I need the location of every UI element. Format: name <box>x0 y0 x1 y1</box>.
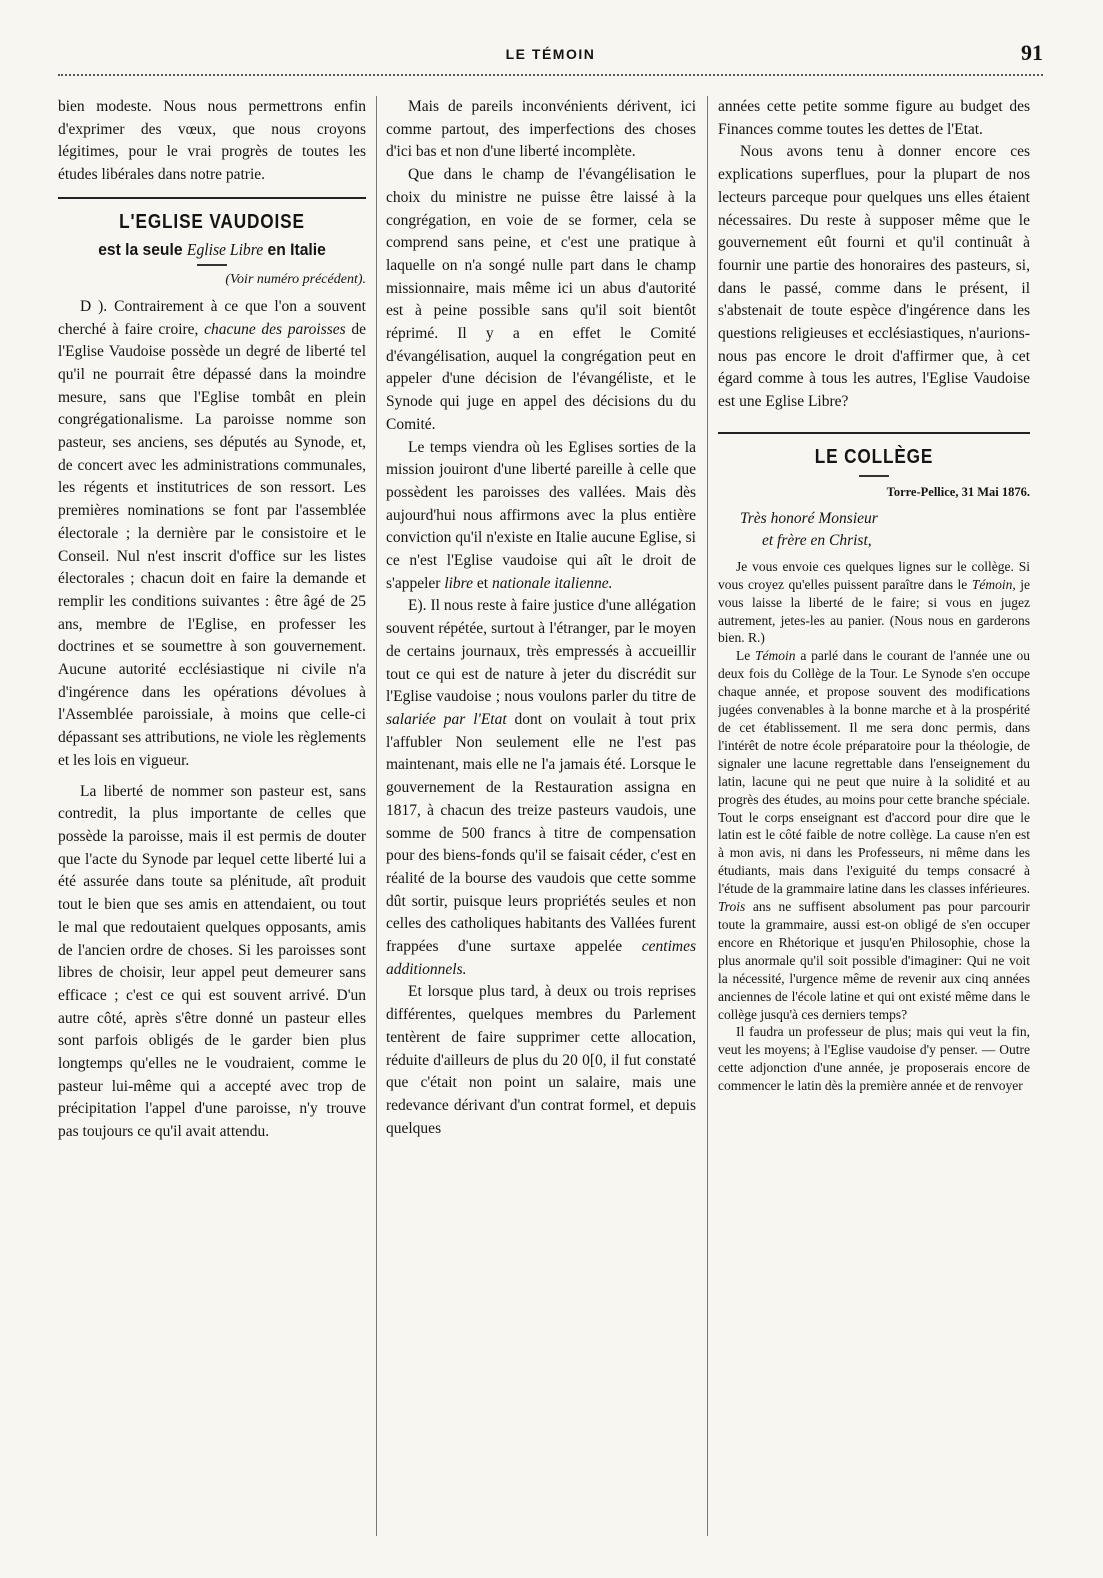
paragraph: La liberté de nommer son pasteur est, sans contredit, la plus importante de celles que possède la paroisse, mais il est permis de douter que l'acte du Synode par lequel cette liberté lui a été assurée dans toute sa plénitude, aît produit tout le bien que ses amis en attendaient, ou tout le mal que redoutaient quelques opposants, amis de l'ancien ordre de choses. Si les paroisses sont libres de choisir, leur appel peut demeurer sans efficace ; c'est ce qui est souvent arrivé. D'un autre côté, après s'être donné un pasteur elles sont parfois obligés de le garder bien plus longtemps qu'elles ne le voudraient, comme le pasteur lui-même qui a accepté avec trop de précipitation l'appel d'une paroisse, n'y trouve pas toujours ce qu'il avait attendu. <box>58 782 366 1141</box>
paragraph-text: je vous laisse la liberté de le faire; si vous en jugez autrement, jetes-les au panier. (Nous nous en garderons bien. R.) <box>718 576 1030 646</box>
paragraph-text: Je vous envoie ces quelques lignes sur le collège. Si vous croyez qu'elles puissent paraître dans le <box>718 558 1030 592</box>
column-divider <box>707 96 708 1536</box>
salutation <box>718 508 1030 552</box>
paragraph-text: D ). Contrairement à ce que l'on a souvent cherché à faire croire, <box>58 297 366 338</box>
dateline: Torre-Pellice, 31 Mai 1876. <box>886 484 1030 499</box>
section-title: L'EGLISE VAUDOISE <box>119 210 305 233</box>
paragraph-text: E). Il nous reste à faire justice d'une allégation souvent répétée, surtout à l'étranger, par le moyen de certains journaux, très empressés à accueillir tout ce qui est de nature à jeter du discrédit sur l'Eglise vaudoise ; nous voulons parler du titre de <box>386 597 696 706</box>
paragraph-italic: salariée par l'Etat <box>386 710 507 728</box>
page-number: 91 <box>1021 40 1043 65</box>
salutation-line: Très honoré Monsieur <box>740 509 878 527</box>
paragraph-italic: Trois <box>718 899 746 915</box>
paragraph-italic: centimes additionnels. <box>386 938 696 978</box>
column-middle <box>386 96 696 1556</box>
paragraph: Et lorsque plus tard, à deux ou trois reprises différentes, quelques membres du Parlement tentèrent de faire supprimer cette allocation, réduite d'ailleurs de plus du 20 0[0, il fut constaté que c'était non point un salaire, mais une redevance dérivant d'un contrat formel, et depuis quelques <box>386 983 696 1137</box>
column-divider <box>376 96 377 1536</box>
paragraph: Nous avons tenu à donner encore ces explications superflues, pour la plupart de nos lecteurs parceque pour quelques uns elles étaient nécessaires. Du reste à supposer même que le gouvernement eût fourni et qu'il continuât à fournir une partie des honoraires des pasteurs, si, dans le passé, comme dans le présent, il s'abstenait de toute espèce d'ingérence dans les questions religieuses et ecclésiastiques, n'aurions-nous pas encore le droit d'affirmer que, à cet égard comme à tous les autres, l'Eglise Vaudoise est une Eglise Libre? <box>718 143 1030 411</box>
column-right <box>718 96 1030 1556</box>
paragraph-italic: chacune des paroisses <box>204 320 346 338</box>
section-subtitle <box>70 240 353 260</box>
paragraph-italic: nationale italienne. <box>491 574 613 592</box>
section-rule <box>718 432 1030 434</box>
short-rule <box>859 475 889 477</box>
salutation-line: et frère en Christ, <box>762 531 872 549</box>
column-left <box>58 96 366 1556</box>
paragraph-text: Le temps viendra où les Eglises sorties de la mission jouiront d'une liberté pareille à celle que possèdent les paroisses des vallées. Mais dès aujourd'hui nous affirmons avec la plus entière conviction qu'il n'existe en Italie aucune Eglise, si ce n'est l'Eglise vaudoise qui aît le droit de s'appeler <box>386 438 696 592</box>
paragraph-italic: libre <box>444 574 474 592</box>
paragraph: bien modeste. Nous nous permettrons enfin d'exprimer des vœux, que nous croyons légitimes, pour le vrai progrès de toutes les études libérales dans notre patrie. <box>58 98 366 184</box>
paragraph <box>718 647 1030 1023</box>
paragraph-text: de l'Eglise Vaudoise possède un degré de liberté tel qu'il ne pourrait être dépassé dans la moindre mesure, sans que l'Eglise tombât en plein congrégationalisme. La paroisse nomme son pasteur, ses anciens, ses députés au Synode, et, de concert avec les administrations communales, les régents et institutrices de son ressort. Les premières nominations se font par l'assemblée électorale ; la dernière par le consistoire et le Conseil. Nul n'est inscrit d'office sur les listes électorales ; chacun doit en faire la demande et remplir les conditions suivantes : être âgé de 25 ans, membre de l'Eglise, en professer les doctrines et se soumettre à son gouvernement. Aucune autorité ecclésiastique ni civile n'a d'ingérence dans les opérations dévolues à l'Assemblée paroissiale, à moins que celle-ci dépassant ses attributions, ne viole les règlements et les lois en vigueur. <box>58 320 366 769</box>
short-rule <box>197 264 227 266</box>
running-title: LE TÉMOIN <box>505 46 596 62</box>
paragraph-italic: Témoin <box>755 648 796 664</box>
paragraph-italic: Témoin, <box>971 576 1016 592</box>
section-rule <box>58 197 366 199</box>
paragraph <box>386 437 696 596</box>
paragraph <box>58 296 366 773</box>
paragraph <box>386 595 696 981</box>
paragraph-text: dont on voulait à tout prix l'affubler Non seulement elle ne l'est pas maintenant, mais elle ne l'a jamais été. Lorsque le gouvernement de la Restauration assigna en 1817, à chacun des treize pasteurs vaudois, une somme de 500 francs à titre de compensation pour des biens-fonds qu'il se faisait céder, c'est en réalité de la bourse des vaudois que cette somme dût sortir, puisque leurs propriétés seules et non celles des catholiques habitants des Vallées furent frappées d'une surtaxe appelée <box>386 710 696 956</box>
paragraph-text: ans ne suffisent absolument pas pour parcourir toute la grammaire, aussi est-on obligé de s'en occuper encore en Rhétorique et jusqu'en Philosophie, chose la plus anormale qu'il soit possible d'imaginer: Qui ne voit la nécessité, l'urgence même de revenir aux cinq années anciennes de l'école latine et qui ont existé même dans le collège jusqu'à ces derniers temps? <box>718 899 1030 1022</box>
subtitle-text: est la seule <box>98 239 183 259</box>
subtitle-italic: Eglise Libre <box>186 239 264 259</box>
section-title: LE COLLÈGE <box>814 445 934 468</box>
paragraph: Mais de pareils inconvénients dérivent, ici comme partout, des imperfections des choses d'ici bas et non d'une liberté incomplète. <box>386 98 696 161</box>
page-header <box>58 40 1043 70</box>
paragraph-text: et <box>476 574 489 592</box>
header-rule <box>58 74 1043 76</box>
paragraph: Il faudra un professeur de plus; mais qui veut la fin, veut les moyens; à l'Eglise vaudoise d'y penser. — Outre cette adjonction d'une année, je proposerais encore de commencer le latin dès la première année et de renvoyer <box>718 1024 1030 1094</box>
subtitle-text: en Italie <box>267 239 326 259</box>
editorial-note: (Voir numéro précédent). <box>225 271 366 287</box>
paragraph-text: Le <box>736 648 751 664</box>
paragraph: années cette petite somme figure au budget des Finances comme toutes les dettes de l'Etat. <box>718 98 1030 138</box>
paragraph <box>718 558 1030 648</box>
paragraph-text: a parlé dans le courant de l'année une ou deux fois du Collège de la Tour. Le Synode s'en occupe chaque année, et propose souvent des modifications jugées convenables à la bonne marche et à la prospérité de cet établissement. Il me sera donc permis, dans l'intérêt de notre école préparatoire pour la théologie, de signaler une lacune regrettable dans l'enseignement du latin, lacune qui ne peut que nuire à la solidité et au progrès des études, au moins pour cette branche spéciale. Tout le corps enseignant est d'accord pour dire que le latin est le côté faible de notre collège. La cause n'en est à mon avis, ni dans les Professeurs, ni même dans les étudiants, mais dans l'exiguité du temps consacré à l'étude de la grammaire latine dans les classes inférieures. <box>718 648 1030 897</box>
paragraph: Que dans le champ de l'évangélisation le choix du ministre ne puisse être laissé à la congrégation, en voie de se former, cela se comprend sans peine, et c'est une pratique à laquelle on n'a songé nulle part dans le champ missionnaire, mais même ici un abus d'autorité est à peine possible sans qu'il soit bientôt réprimé. Il y a en effet le Comité d'évangélisation, auquel la congrégation peut en appeler d'une décision de l'évangéliste, et le Synode qui juge en appel des décisions du du Comité. <box>386 166 696 433</box>
